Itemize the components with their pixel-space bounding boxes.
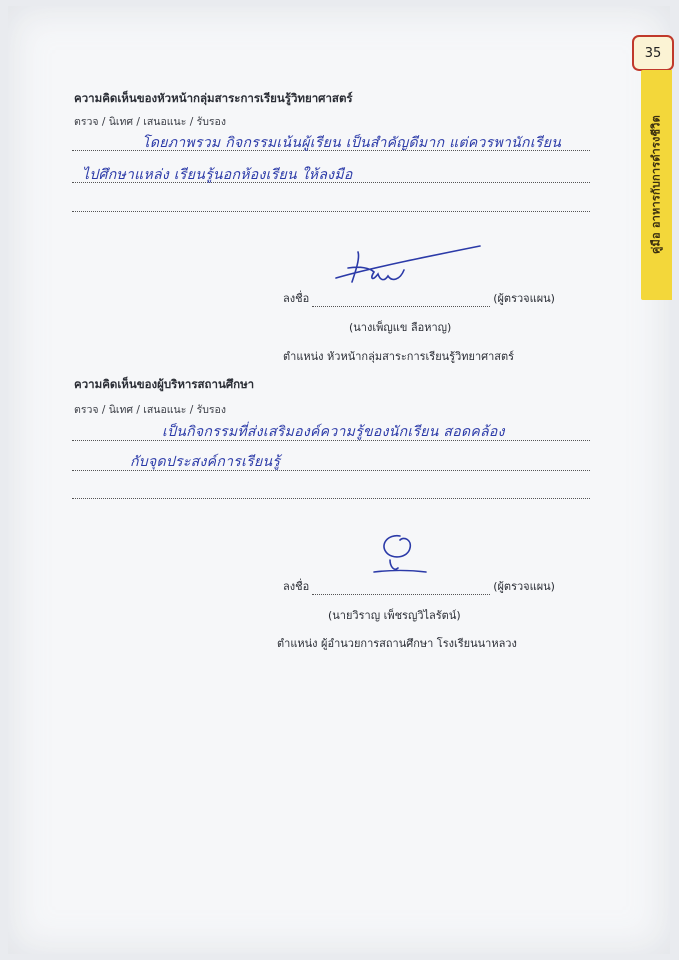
section2-name: (นายวิราญ เพ็ชรญวิไลรัตน์) xyxy=(328,609,461,622)
section1-options: ตรวจ / นิเทศ / เสนอแนะ / รับรอง xyxy=(74,116,226,128)
section1-sign-label: ลงชื่อ xyxy=(283,292,310,305)
section1-sign-dots xyxy=(312,306,490,307)
section2-handwritten-line2: กับจุดประสงค์การเรียนรู้ xyxy=(130,454,281,470)
section1-handwritten-line1: โดยภาพรวม กิจกรรมเน้นผู้เรียน เป็นสำคัญดีมาก แต่ควรพานักเรียน xyxy=(142,135,562,151)
section1-name: (นางเพ็ญแข ลือหาญ) xyxy=(349,321,452,334)
section2-sign-dots xyxy=(312,594,490,595)
section1-heading: ความคิดเห็นของหัวหน้ากลุ่มสาระการเรียนรู้วิทยาศาสตร์ xyxy=(74,91,353,105)
section2-position: ตำแหน่ง ผู้อำนวยการสถานศึกษา โรงเรียนนาหลวง xyxy=(277,637,517,650)
section1-position: ตำแหน่ง หัวหน้ากลุ่มสาระการเรียนรู้วิทยาศาสตร์ xyxy=(283,350,515,363)
section1-sign-role: (ผู้ตรวจแผน) xyxy=(493,292,555,305)
section2-handwritten-line1: เป็นกิจกรรมที่ส่งเสริมองค์ความรู้ของนักเรียน สอดคล้อง xyxy=(162,424,505,440)
section1-handwritten-line2: ไปศึกษาแหล่ง เรียนรู้นอกห้องเรียน ให้ลงมือ xyxy=(82,167,353,183)
side-tab xyxy=(641,70,672,300)
page-number: 35 xyxy=(632,35,674,71)
section2-dotline-3 xyxy=(72,498,590,499)
section2-signature xyxy=(360,530,440,580)
section2-sign-role: (ผู้ตรวจแผน) xyxy=(493,580,555,593)
section2-heading: ความคิดเห็นของผู้บริหารสถานศึกษา xyxy=(74,377,255,391)
section2-sign-row xyxy=(283,577,555,595)
section2-options: ตรวจ / นิเทศ / เสนอแนะ / รับรอง xyxy=(74,404,226,416)
section1-sign-row xyxy=(283,289,555,307)
section2-sign-label: ลงชื่อ xyxy=(283,580,310,593)
section1-dotline-3 xyxy=(72,211,590,212)
side-tab-label: คู่มือ อาหารกับการดำรงชีวิต xyxy=(649,115,663,255)
